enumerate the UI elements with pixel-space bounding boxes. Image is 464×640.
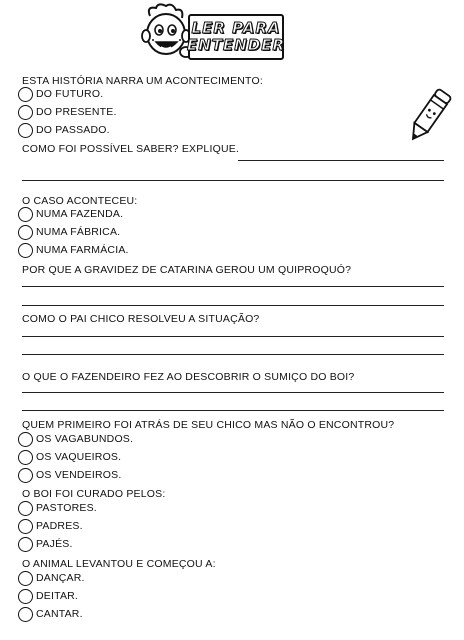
question-9: O ANIMAL LEVANTOU E COMEÇOU A: [22, 558, 216, 570]
option-circle[interactable] [18, 207, 33, 222]
option-circle[interactable] [18, 571, 33, 586]
answer-line[interactable] [22, 180, 444, 181]
option-1a[interactable] [18, 86, 103, 102]
option-label: DO FUTURO. [36, 88, 104, 100]
option-3b[interactable] [18, 224, 120, 240]
answer-line[interactable] [22, 305, 444, 306]
option-1b[interactable] [18, 104, 117, 120]
answer-line[interactable] [22, 392, 444, 393]
option-label: PAJÉS. [36, 538, 73, 550]
boy-face-icon [136, 2, 196, 64]
option-label: OS VAQUEIROS. [36, 451, 122, 463]
option-circle[interactable] [18, 432, 33, 447]
option-8c[interactable] [18, 536, 73, 552]
option-9b[interactable] [18, 588, 78, 604]
question-6: O QUE O FAZENDEIRO FEZ AO DESCOBRIR O SUMIÇO DO BOI? [22, 371, 355, 383]
option-7a[interactable] [18, 431, 133, 447]
option-circle[interactable] [18, 607, 33, 622]
option-label: NUMA FÁBRICA. [36, 226, 121, 238]
question-2: COMO FOI POSSÍVEL SABER? EXPLIQUE. [22, 143, 240, 155]
answer-line[interactable] [238, 160, 444, 161]
title-line-1: LER PARA [191, 19, 281, 37]
option-label: DO PASSADO. [36, 124, 110, 136]
option-3c[interactable] [18, 242, 129, 258]
worksheet-header [136, 2, 286, 64]
question-1: ESTA HISTÓRIA NARRA UM ACONTECIMENTO: [22, 75, 263, 87]
question-7: QUEM PRIMEIRO FOI ATRÁS DE SEU CHICO MAS NÃO O ENCONTROU? [22, 419, 395, 431]
worksheet-title-box [188, 14, 284, 60]
option-label: OS VAGABUNDOS. [36, 433, 134, 445]
answer-line[interactable] [22, 336, 444, 337]
option-circle[interactable] [18, 468, 33, 483]
option-circle[interactable] [18, 243, 33, 258]
option-label: PASTORES. [36, 502, 97, 514]
question-4: POR QUE A GRAVIDEZ DE CATARINA GEROU UM QUIPROQUÓ? [22, 264, 352, 276]
option-label: DEITAR. [36, 590, 79, 602]
option-circle[interactable] [18, 105, 33, 120]
option-label: NUMA FARMÁCIA. [36, 244, 129, 256]
question-3: O CASO ACONTECEU: [22, 195, 138, 207]
option-label: DANÇAR. [36, 572, 85, 584]
option-circle[interactable] [18, 589, 33, 604]
option-label: NUMA FAZENDA. [36, 208, 124, 220]
answer-line[interactable] [22, 410, 444, 411]
option-circle[interactable] [18, 537, 33, 552]
answer-line[interactable] [22, 286, 444, 287]
option-label: CANTAR. [36, 608, 83, 620]
option-label: DO PRESENTE. [36, 106, 117, 118]
option-label: PADRES. [36, 520, 83, 532]
option-7b[interactable] [18, 449, 121, 465]
answer-line[interactable] [22, 354, 444, 355]
option-circle[interactable] [18, 87, 33, 102]
option-7c[interactable] [18, 467, 121, 483]
pencil-icon [405, 86, 453, 146]
option-9a[interactable] [18, 570, 85, 586]
option-8b[interactable] [18, 518, 83, 534]
option-1c[interactable] [18, 122, 110, 138]
option-circle[interactable] [18, 450, 33, 465]
option-9c[interactable] [18, 606, 83, 622]
option-label: OS VENDEIROS. [36, 469, 122, 481]
question-8: O BOI FOI CURADO PELOS: [22, 488, 166, 500]
question-5: COMO O PAI CHICO RESOLVEU A SITUAÇÃO? [22, 313, 260, 325]
option-8a[interactable] [18, 500, 97, 516]
title-line-2: ENTENDER [186, 36, 286, 54]
option-circle[interactable] [18, 519, 33, 534]
option-circle[interactable] [18, 225, 33, 240]
option-circle[interactable] [18, 123, 33, 138]
option-circle[interactable] [18, 501, 33, 516]
option-3a[interactable] [18, 206, 123, 222]
